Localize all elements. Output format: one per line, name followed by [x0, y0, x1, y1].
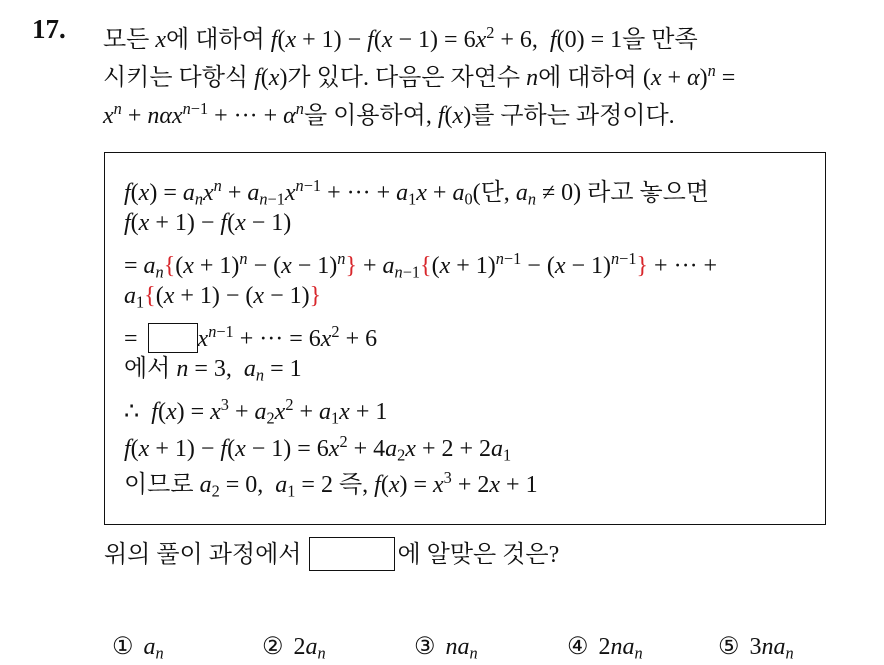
solution-line-1: $f(x) = a_nx^n + a_{n-1}x^{n-1}$ + ··· + $a_1x + a_0$(단, $a_n \ne 0$) 라고 놓으면	[124, 176, 710, 209]
problem-stem	[103, 14, 863, 128]
stem-line-1: 모든 x에 대하여 $f(x + 1) - f(x - 1) = 6x^2 + 6$, f(0) = 1을 만족	[103, 23, 698, 53]
solution-line-3: = $a_n\{(x + 1)^n - (x - 1)^n\} + a_{n-1}\{(x + 1)^{n-1} - (x - 1)^{n-1}\}$ + ··· +	[124, 249, 718, 282]
choice-mark: ②	[262, 634, 284, 660]
answer-blank	[148, 323, 198, 353]
choice-4[interactable]: ④ $2na_n$	[567, 634, 643, 663]
solution-line-2: f(x + 1) − f(x − 1)	[124, 209, 292, 236]
solution-line-9: 이므로 $a_2 = 0$, $a_1 = 2$ 즉, $f(x) = x^3 + 2x + 1$	[124, 468, 538, 501]
solution-line-4: $a_1\{(x + 1) - (x - 1)\}$	[124, 282, 322, 312]
stem-line-3: $x^n + n\alpha x^{n-1}$ + ··· + $\alpha^n$을 이용하여, f(x)를 구하는 과정이다.	[103, 99, 675, 129]
solution-box	[104, 152, 826, 525]
question-text: 위의 풀이 과정에서 에 알맞은 것은?	[104, 536, 559, 574]
question-blank	[309, 537, 395, 571]
solution-line-7: ∴ $f(x) = x^3 + a_2x^2 + a_1x + 1$	[124, 395, 388, 428]
solution-line-6: 에서 n = 3, $a_n = 1$	[124, 355, 302, 385]
problem-number: 17.	[32, 14, 66, 44]
choice-2[interactable]: ② $2a_n$	[262, 634, 326, 663]
solution-line-5: = $x^{n-1}$ + ··· = $6x^2 + 6$	[124, 322, 378, 352]
choice-mark: ③	[414, 634, 436, 660]
choice-5[interactable]: ⑤ $3na_n$	[718, 634, 794, 663]
choice-mark: ①	[112, 634, 134, 660]
choice-mark: ⑤	[718, 634, 740, 660]
choice-1[interactable]: ① $a_n$	[112, 634, 164, 663]
choice-mark: ④	[567, 634, 589, 660]
choice-3[interactable]: ③ $na_n$	[414, 634, 478, 663]
solution-line-8: $f(x + 1) - f(x - 1) = 6x^2 + 4a_2x + 2 + 2a_1$	[124, 431, 512, 465]
stem-line-2: 시키는 다항식 f(x)가 있다. 다음은 자연수 n에 대하여 $(x + \alpha)^n$ =	[103, 61, 736, 91]
